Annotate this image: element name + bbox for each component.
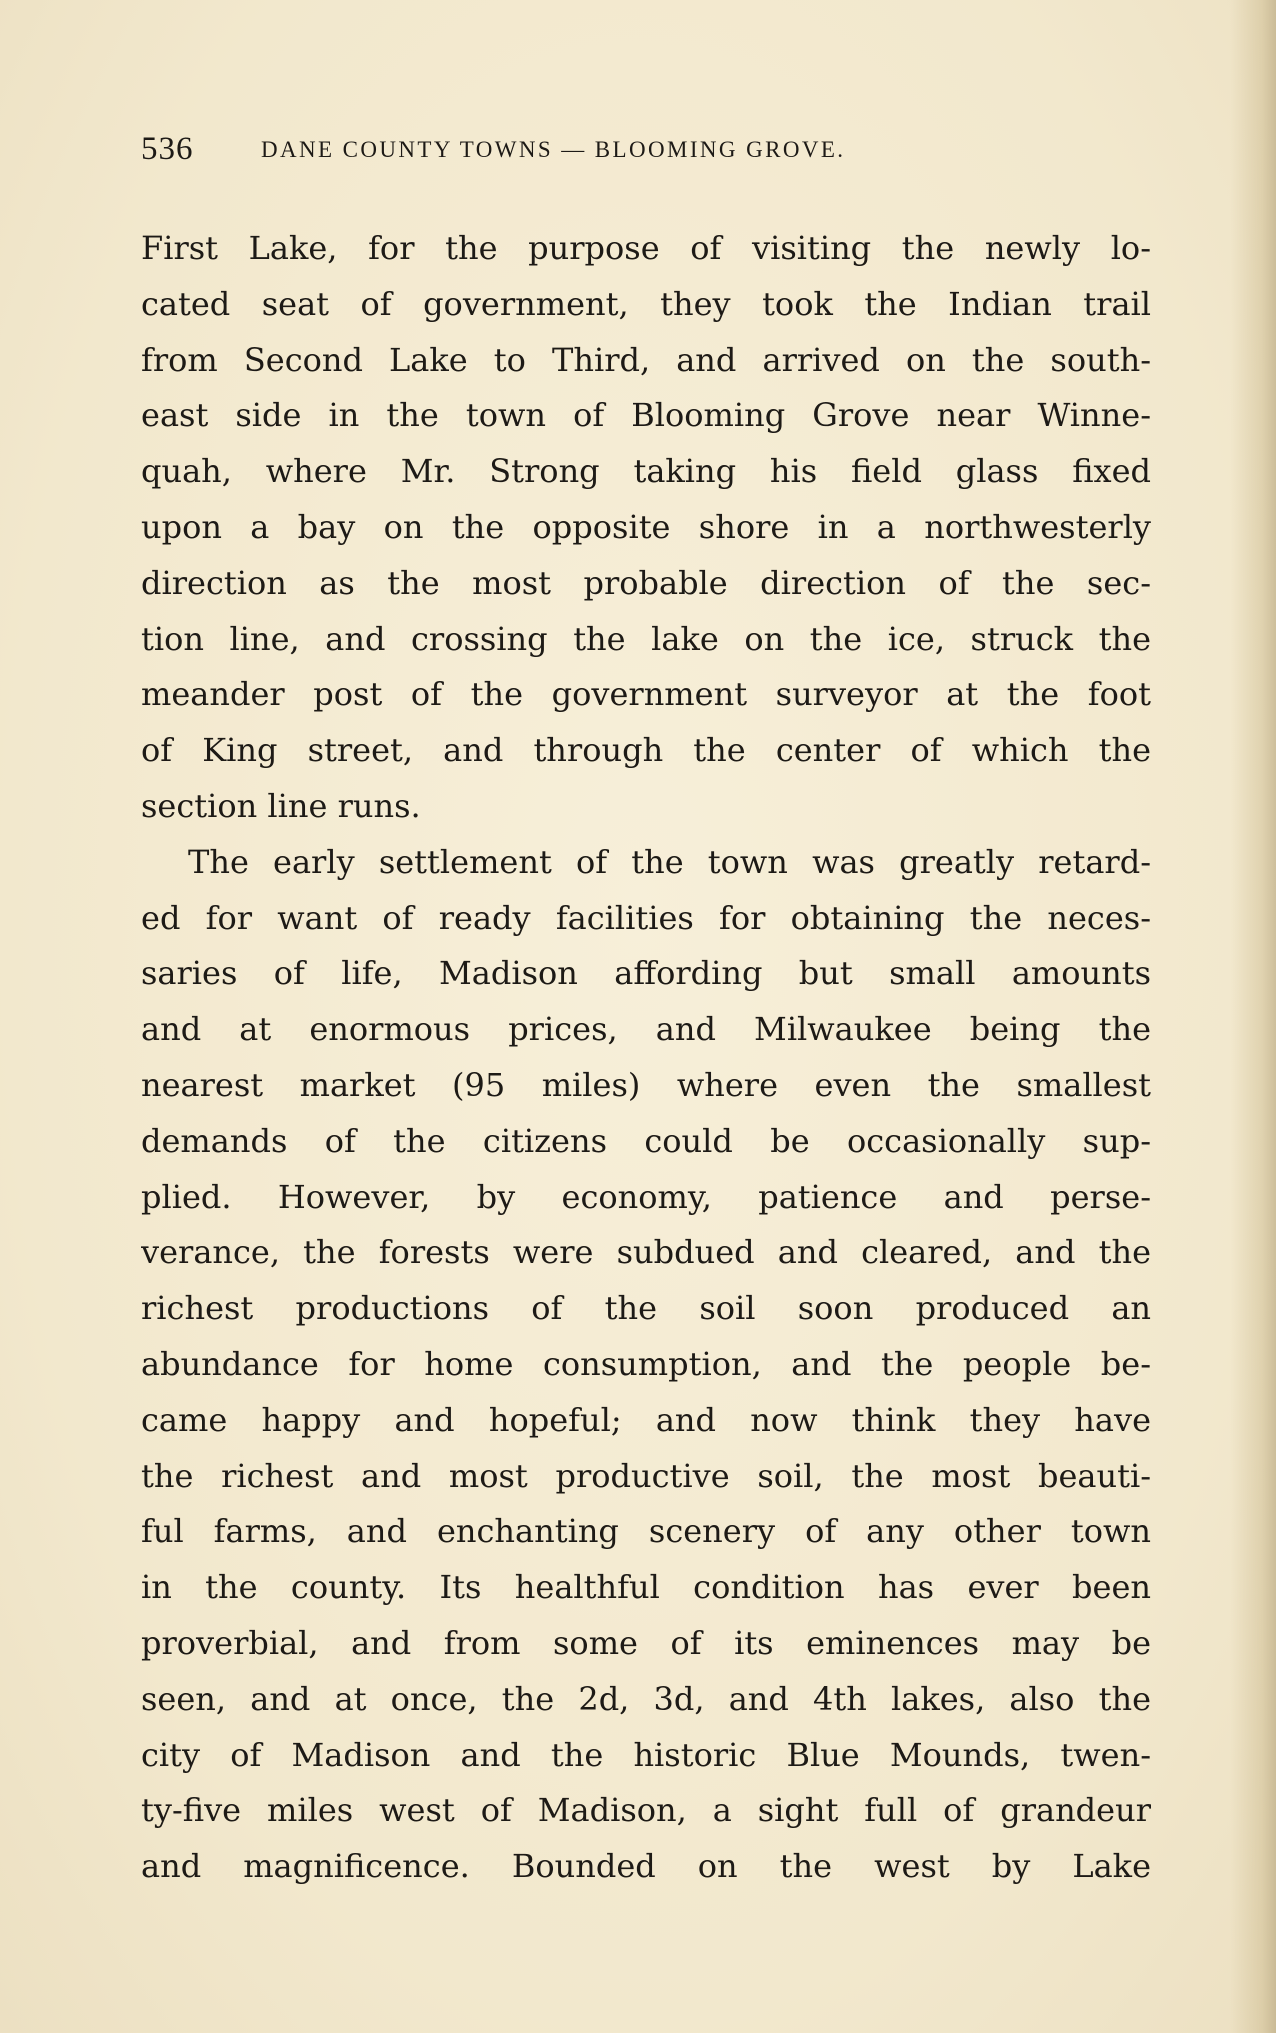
text-line: ed for want of ready facilities for obtaining the neces- <box>141 898 1151 937</box>
text-line: and at enormous prices, and Milwaukee being the <box>141 1010 1151 1049</box>
text-line: quah, where Mr. Strong taking his field glass fixed <box>141 452 1151 491</box>
text-line: The early settlement of the town was greatly retard- <box>188 842 1151 881</box>
running-title: DANE COUNTY TOWNS — BLOOMING GROVE. <box>261 137 846 162</box>
text-line: city of Madison and the historic Blue Mounds, twen- <box>141 1735 1151 1774</box>
text-line: tion line, and crossing the lake on the ice, struck the <box>141 619 1151 658</box>
text-line: meander post of the government surveyor at the foot <box>141 675 1151 714</box>
text-line: direction as the most probable direction of the sec- <box>141 563 1151 602</box>
text-line: the richest and most productive soil, the most beauti- <box>141 1456 1151 1495</box>
text-line: section line runs. <box>141 786 421 825</box>
text-line: richest productions of the soil soon produced an <box>141 1289 1151 1328</box>
text-line: verance, the forests were subdued and cleared, and the <box>141 1233 1151 1272</box>
text-line: came happy and hopeful; and now think they have <box>141 1400 1151 1439</box>
text-line: saries of life, Madison affording but small amounts <box>141 954 1151 993</box>
text-line: plied. However, by economy, patience and perse- <box>141 1177 1151 1216</box>
text-line: of King street, and through the center of which the <box>141 731 1151 770</box>
text-line: east side in the town of Blooming Grove near Winne- <box>141 396 1151 435</box>
text-line: seen, and at once, the 2d, 3d, and 4th lakes, also the <box>141 1679 1151 1718</box>
running-head <box>141 131 1151 175</box>
text-line: in the county. Its healthful condition has ever been <box>141 1568 1151 1607</box>
text-line: abundance for home consumption, and the people be- <box>141 1344 1151 1383</box>
paragraph-1 <box>141 221 1151 835</box>
text-line: and magnificence. Bounded on the west by Lake <box>141 1847 1151 1886</box>
text-line: cated seat of government, they took the Indian trail <box>141 284 1151 323</box>
text-line: ful farms, and enchanting scenery of any other town <box>141 1512 1151 1551</box>
text-line: nearest market (95 miles) where even the smallest <box>141 1065 1151 1104</box>
text-line: upon a bay on the opposite shore in a northwesterly <box>141 507 1151 546</box>
body-text <box>141 221 1151 1895</box>
text-line: proverbial, and from some of its eminences may be <box>141 1623 1151 1662</box>
paragraph-2 <box>141 835 1151 1895</box>
text-line: First Lake, for the purpose of visiting the newly lo- <box>141 229 1151 267</box>
text-line: ty-five miles west of Madison, a sight full of grandeur <box>141 1791 1151 1830</box>
text-line: from Second Lake to Third, and arrived on the south- <box>141 340 1151 379</box>
page-number: 536 <box>141 131 194 167</box>
text-line: demands of the citizens could be occasionally sup- <box>141 1121 1151 1160</box>
